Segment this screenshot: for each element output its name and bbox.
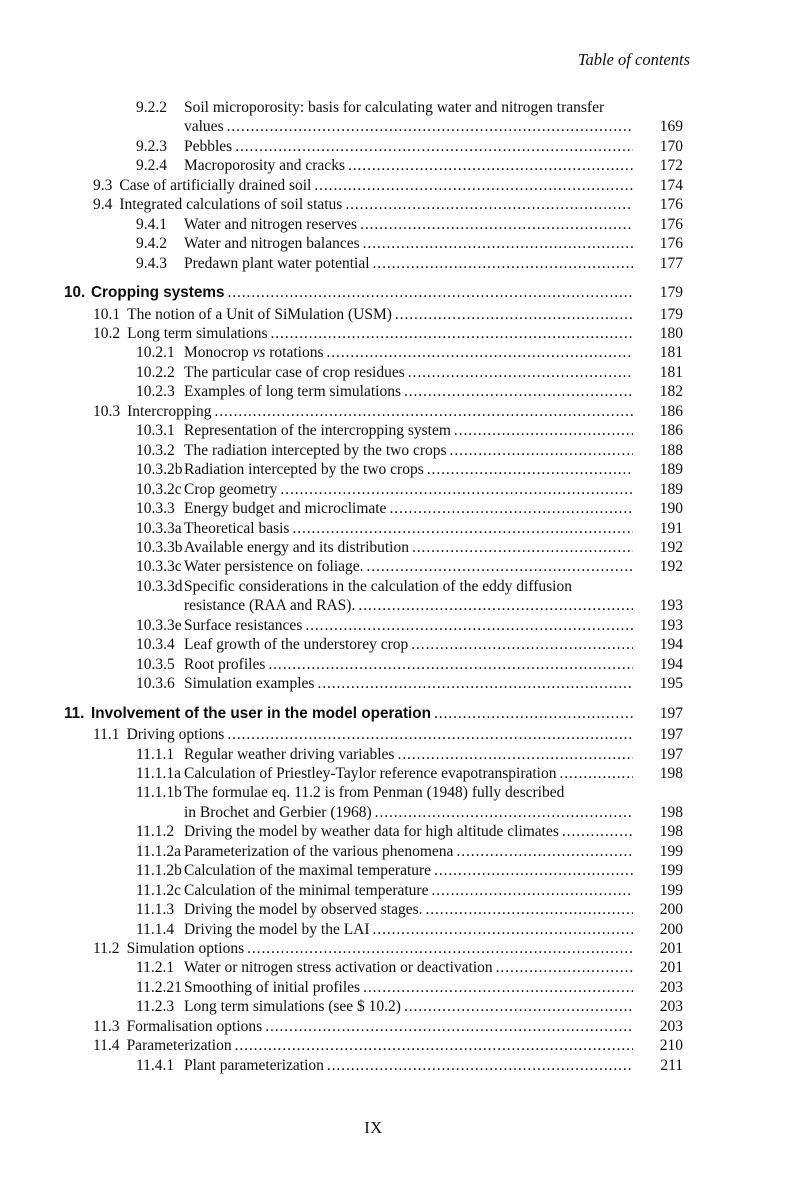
entry-title: Pebbles <box>184 137 233 155</box>
entry-title: The formulae eq. 11.2 is from Penman (1948) fully described <box>184 784 565 802</box>
entry-page-number: 201 <box>659 959 683 977</box>
toc-subsection-row <box>64 215 683 234</box>
entry-page-number: 182 <box>659 383 683 401</box>
entry-number: 10.3.3d <box>136 577 183 595</box>
toc-subsection-row <box>64 137 683 156</box>
entry-number: 9.4.2 <box>136 235 167 253</box>
entry-title: Long term simulations <box>127 324 268 342</box>
entry-title: Formalisation options <box>126 1017 263 1035</box>
entry-page-number: 170 <box>659 137 683 155</box>
toc-subsection-row <box>64 234 683 253</box>
entry-title: Parameterization of the various phenomena <box>184 842 454 860</box>
entry-number: 10.3.2b <box>136 461 183 479</box>
entry-number: 9.4 <box>93 196 113 214</box>
dot-leader <box>342 195 633 214</box>
toc-section-row <box>64 195 683 214</box>
entry-number: 10.2 <box>93 324 121 342</box>
dot-leader <box>224 725 633 744</box>
entry-title: Macroporosity and cracks <box>184 157 345 175</box>
toc-section-row <box>64 324 683 343</box>
entry-title: Simulation options <box>126 940 245 958</box>
dot-leader <box>493 958 633 977</box>
entry-number: 11.1.3 <box>136 901 175 919</box>
toc-subsection-row <box>64 635 683 654</box>
entry-page-number: 199 <box>659 842 683 860</box>
dot-leader <box>392 305 633 324</box>
dot-leader <box>409 538 633 557</box>
entry-number: 11.4 <box>93 1037 120 1055</box>
toc-subsection-row <box>64 783 683 802</box>
entry-number: 10.3.5 <box>136 655 175 673</box>
entry-page-number: 169 <box>659 118 683 136</box>
toc-section-row <box>64 305 683 324</box>
entry-title: The notion of a Unit of SiMulation (USM) <box>127 305 392 323</box>
entry-title: Representation of the intercropping system <box>184 422 451 440</box>
entry-number: 9.2.3 <box>136 137 167 155</box>
entry-number: 11.1.4 <box>136 920 175 938</box>
entry-page-number: 174 <box>659 176 683 194</box>
dot-leader <box>408 635 633 654</box>
entry-page-number: 181 <box>659 344 683 362</box>
dot-leader <box>401 382 633 401</box>
entry-page-number: 199 <box>659 881 683 899</box>
dot-leader <box>370 920 633 939</box>
entry-page-number: 176 <box>659 235 683 253</box>
entry-number: 11.1.2c <box>136 881 182 899</box>
entry-page-number: 197 <box>659 704 683 722</box>
toc-subsection-row <box>64 363 683 382</box>
entry-page-number: 201 <box>659 940 683 958</box>
entry-number: 10.3.4 <box>136 636 175 654</box>
entry-title: in Brochet and Gerbier (1968) <box>184 803 372 821</box>
dot-leader <box>360 978 633 997</box>
dot-leader <box>262 1017 633 1036</box>
entry-page-number: 198 <box>659 803 683 821</box>
entry-number: 11.1.1b <box>136 784 182 802</box>
entry-number: 11.2.3 <box>136 998 175 1016</box>
dot-leader <box>451 421 633 440</box>
toc-subsection-row <box>64 460 683 479</box>
toc-subsection-row <box>64 881 683 900</box>
entry-title: Smoothing of initial profiles <box>184 978 361 996</box>
dot-leader <box>372 803 633 822</box>
entry-number: 9.4.3 <box>136 254 167 272</box>
entry-title: Water and nitrogen reserves <box>184 215 358 233</box>
toc-subsection-row <box>64 674 683 693</box>
toc-list <box>64 98 683 1075</box>
entry-title: Driving the model by the LAI <box>184 920 370 938</box>
entry-page-number: 203 <box>659 998 683 1016</box>
dot-leader <box>314 674 633 693</box>
toc-continuation-row <box>64 117 683 136</box>
entry-page-number: 189 <box>659 480 683 498</box>
entry-title: values <box>184 118 224 136</box>
entry-title: Root profiles <box>184 655 266 673</box>
entry-number: 11.3 <box>93 1017 120 1035</box>
dot-leader <box>424 460 633 479</box>
toc-subsection-row <box>64 382 683 401</box>
dot-leader <box>405 363 633 382</box>
dot-leader <box>431 704 633 723</box>
toc-subsection-row <box>64 900 683 919</box>
entry-page-number: 194 <box>659 655 683 673</box>
entry-number: 9.3 <box>93 176 113 194</box>
entry-page-number: 176 <box>659 196 683 214</box>
entry-number: 10.3.2c <box>136 480 182 498</box>
toc-subsection-row <box>64 978 683 997</box>
dot-leader <box>311 176 633 195</box>
entry-title: Water persistence on foliage. <box>184 558 364 576</box>
entry-number: 10.3.3c <box>136 558 182 576</box>
entry-page-number: 176 <box>659 215 683 233</box>
toc-subsection-row <box>64 861 683 880</box>
entry-number: 10. <box>64 284 86 302</box>
dot-leader <box>428 881 633 900</box>
toc-section-row <box>64 1017 683 1036</box>
toc-continuation-row <box>64 596 683 615</box>
entry-page-number: 188 <box>659 441 683 459</box>
entry-page-number: 210 <box>659 1037 683 1055</box>
dot-leader <box>211 402 633 421</box>
toc-subsection-row <box>64 842 683 861</box>
entry-number: 9.2.4 <box>136 157 167 175</box>
entry-number: 11.1.2 <box>136 823 175 841</box>
toc-subsection-row <box>64 254 683 273</box>
entry-title: Specific considerations in the calculation of the eddy diffusion <box>184 577 572 595</box>
toc-subsection-row <box>64 519 683 538</box>
entry-title: Plant parameterization <box>184 1056 324 1074</box>
entry-page-number: 177 <box>659 254 683 272</box>
entry-title: Water and nitrogen balances <box>184 235 360 253</box>
entry-title: Simulation examples <box>184 675 315 693</box>
dot-leader <box>394 745 633 764</box>
entry-page-number: 197 <box>659 726 683 744</box>
entry-page-number: 192 <box>659 558 683 576</box>
toc-subsection-row <box>64 156 683 175</box>
entry-number: 10.3.2 <box>136 441 175 459</box>
entry-title: resistance (RAA and RAS). <box>184 597 356 615</box>
dot-leader <box>422 900 633 919</box>
entry-number: 11.1.2b <box>136 862 182 880</box>
entry-title: Case of artificially drained soil <box>119 176 312 194</box>
toc-subsection-row <box>64 421 683 440</box>
toc-subsection-row <box>64 577 683 596</box>
toc-subsection-row <box>64 343 683 362</box>
toc-subsection-row <box>64 1056 683 1075</box>
entry-number: 10.2.3 <box>136 383 175 401</box>
dot-leader <box>224 283 633 302</box>
entry-page-number: 194 <box>659 636 683 654</box>
entry-number: 11.1 <box>93 726 120 744</box>
entry-number: 10.3.3a <box>136 519 182 537</box>
entry-number: 10.3.3 <box>136 500 175 518</box>
dot-leader <box>360 234 633 253</box>
dot-leader <box>386 499 633 518</box>
dot-leader <box>357 215 633 234</box>
toc-subsection-row <box>64 997 683 1016</box>
entry-number: 10.1 <box>93 305 121 323</box>
entry-title: Calculation of the maximal temperature <box>184 862 432 880</box>
dot-leader <box>289 519 633 538</box>
entry-title: Integrated calculations of soil status <box>119 196 343 214</box>
toc-subsection-row <box>64 538 683 557</box>
entry-title: Water or nitrogen stress activation or deactivation <box>184 959 493 977</box>
toc-subsection-row <box>64 655 683 674</box>
entry-page-number: 180 <box>659 324 683 342</box>
entry-page-number: 190 <box>659 500 683 518</box>
entry-page-number: 211 <box>660 1056 683 1074</box>
toc-continuation-row <box>64 803 683 822</box>
entry-number: 11.1.1a <box>136 764 182 782</box>
entry-number: 11. <box>64 704 85 722</box>
entry-page-number: 192 <box>659 538 683 556</box>
dot-leader <box>355 596 633 615</box>
toc-section-row <box>64 402 683 421</box>
toc-section-row <box>64 939 683 958</box>
dot-leader <box>265 655 633 674</box>
toc-subsection-row <box>64 958 683 977</box>
entry-title: Examples of long term simulations <box>184 383 401 401</box>
toc-subsection-row <box>64 745 683 764</box>
entry-page-number: 189 <box>659 461 683 479</box>
dot-leader <box>324 1056 633 1075</box>
toc-chapter-row <box>64 283 683 302</box>
toc-subsection-row <box>64 822 683 841</box>
entry-title: Theoretical basis <box>184 519 290 537</box>
entry-page-number: 203 <box>659 978 683 996</box>
entry-title: Available energy and its distribution <box>184 538 409 556</box>
entry-number: 9.4.1 <box>136 215 167 233</box>
page-header-running-title: Table of contents <box>577 50 690 69</box>
entry-number: 11.1.2a <box>136 842 182 860</box>
entry-number: 11.2.1 <box>136 959 175 977</box>
toc-subsection-row <box>64 616 683 635</box>
entry-page-number: 181 <box>659 363 683 381</box>
entry-page-number: 193 <box>659 597 683 615</box>
toc-subsection-row <box>64 480 683 499</box>
entry-title: The particular case of crop residues <box>184 363 405 381</box>
dot-leader <box>401 997 633 1016</box>
entry-number: 10.2.2 <box>136 363 175 381</box>
toc-section-row <box>64 1036 683 1055</box>
dot-leader <box>267 324 633 343</box>
folio-page-number: IX <box>364 1118 383 1137</box>
dot-leader <box>447 441 633 460</box>
entry-title: Driving the model by weather data for high altitude climates <box>184 823 559 841</box>
dot-leader <box>370 254 633 273</box>
dot-leader <box>556 764 633 783</box>
entry-page-number: 200 <box>659 920 683 938</box>
entry-number: 9.2.2 <box>136 99 167 116</box>
toc-subsection-row <box>64 98 683 117</box>
entry-title: Cropping systems <box>91 284 225 302</box>
toc-subsection-row <box>64 920 683 939</box>
entry-page-number: 191 <box>659 519 683 537</box>
entry-title: Long term simulations (see $ 10.2) <box>184 998 401 1016</box>
entry-page-number: 199 <box>659 862 683 880</box>
entry-title: Calculation of the minimal temperature <box>184 881 429 899</box>
entry-number: 11.4.1 <box>136 1056 175 1074</box>
toc-chapter-row <box>64 704 683 723</box>
entry-title: Involvement of the user in the model operation <box>91 704 431 722</box>
dot-leader <box>232 137 633 156</box>
entry-page-number: 198 <box>659 764 683 782</box>
entry-page-number <box>633 577 683 596</box>
dot-leader <box>302 616 633 635</box>
entry-page-number: 200 <box>659 901 683 919</box>
entry-number: 10.3 <box>93 402 121 420</box>
entry-page-number: 203 <box>659 1017 683 1035</box>
entry-title: Soil microporosity: basis for calculating water and nitrogen transfer <box>184 99 605 116</box>
dot-leader <box>453 842 633 861</box>
entry-number: 11.2 <box>93 940 120 958</box>
entry-number: 10.3.6 <box>136 675 175 693</box>
entry-page-number: 186 <box>659 422 683 440</box>
entry-title: Surface resistances <box>184 616 303 634</box>
entry-title: Energy budget and microclimate <box>184 500 387 518</box>
entry-page-number: 172 <box>659 157 683 175</box>
entry-page-number: 179 <box>659 284 683 302</box>
toc-subsection-row <box>64 499 683 518</box>
entry-page-number <box>633 783 683 802</box>
dot-leader <box>345 156 633 175</box>
entry-title: The radiation intercepted by the two crops <box>184 441 447 459</box>
entry-title: Regular weather driving variables <box>184 745 395 763</box>
entry-title: Predawn plant water potential <box>184 254 370 272</box>
entry-page-number: 179 <box>659 305 683 323</box>
entry-page-number: 186 <box>659 402 683 420</box>
entry-number: 10.2.1 <box>136 344 175 362</box>
entry-title: Monocrop vs rotations <box>184 344 324 362</box>
entry-title: Driving the model by observed stages. <box>184 901 423 919</box>
entry-page-number: 193 <box>659 616 683 634</box>
entry-title: Parameterization <box>126 1037 232 1055</box>
entry-page-number: 198 <box>659 823 683 841</box>
dot-leader <box>232 1036 633 1055</box>
entry-number: 11.2.21 <box>136 978 182 996</box>
entry-page-number <box>633 98 683 117</box>
entry-page-number: 197 <box>659 745 683 763</box>
dot-leader <box>224 117 633 136</box>
entry-title: Radiation intercepted by the two crops <box>184 461 424 479</box>
entry-title: Leaf growth of the understorey crop <box>184 636 409 654</box>
toc-section-row <box>64 725 683 744</box>
entry-title: Crop geometry <box>184 480 278 498</box>
toc-subsection-row <box>64 764 683 783</box>
entry-title: Intercropping <box>127 402 212 420</box>
entry-number: 10.3.3b <box>136 538 183 556</box>
toc-subsection-row <box>64 557 683 576</box>
dot-leader <box>324 343 634 362</box>
entry-number: 10.3.3e <box>136 616 182 634</box>
entry-title: Driving options <box>126 726 225 744</box>
entry-page-number: 195 <box>659 675 683 693</box>
entry-number: 10.3.1 <box>136 422 175 440</box>
toc-subsection-row <box>64 441 683 460</box>
entry-title: Calculation of Priestley-Taylor reference evapotranspiration <box>184 764 557 782</box>
dot-leader <box>559 822 633 841</box>
entry-number: 11.1.1 <box>136 745 175 763</box>
dot-leader <box>244 939 633 958</box>
dot-leader <box>364 557 633 576</box>
toc-section-row <box>64 176 683 195</box>
dot-leader <box>431 861 633 880</box>
dot-leader <box>277 480 633 499</box>
